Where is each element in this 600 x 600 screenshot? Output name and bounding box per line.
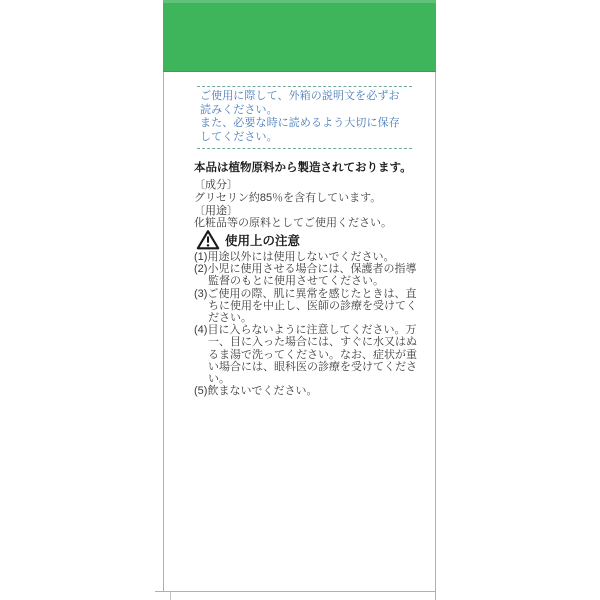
- package-flap-edge: [170, 592, 171, 600]
- caution-item-2: (2)小児に使用させる場合には、保護者の指導監督のもとに使用させてください。: [194, 263, 417, 288]
- caution-header: [196, 229, 300, 250]
- ingredients-label: 〔成分〕: [194, 179, 238, 191]
- notice-line-1: ご使用に際して、外箱の説明文を必ずお読みください。: [200, 90, 400, 116]
- caution-item-3: (3)ご使用の際、肌に異常を感じたときは、直ちに使用を中止し、医師の診療を受けてください。: [194, 287, 417, 325]
- usage-text: 化粧品等の原料としてご使用ください。: [194, 217, 392, 230]
- product-headline: 本品は植物原料から製造されております。: [194, 162, 412, 174]
- ingredients-text: グリセリン約85％を含有しています。: [194, 191, 382, 204]
- spec-sections: [194, 179, 418, 230]
- caution-item-1: (1)用途以外には使用しないでください。: [194, 251, 395, 263]
- package-panel: [163, 0, 436, 600]
- warning-triangle-icon: [196, 229, 220, 250]
- caution-list: [194, 251, 420, 397]
- usage-label: 〔用途〕: [194, 204, 238, 217]
- usage-notice-box: [197, 86, 412, 149]
- package-fold-line: [155, 591, 436, 592]
- package-green-header: [163, 0, 436, 72]
- notice-line-2: また、必要な時に読めるよう大切に保存してください。: [200, 117, 400, 143]
- package-left-edge: [163, 0, 164, 592]
- caution-title: 使用上の注意: [225, 233, 301, 248]
- caution-item-5: (5)飲まないでください。: [194, 385, 318, 398]
- package-right-edge: [435, 0, 436, 600]
- caution-item-4: (4)目に入らないように注意してください。万一、目に入った場合には、すぐに水又はぬるま湯で洗ってください。なお、症状が重い場合には、眼科医の診療を受けてください。: [194, 324, 417, 386]
